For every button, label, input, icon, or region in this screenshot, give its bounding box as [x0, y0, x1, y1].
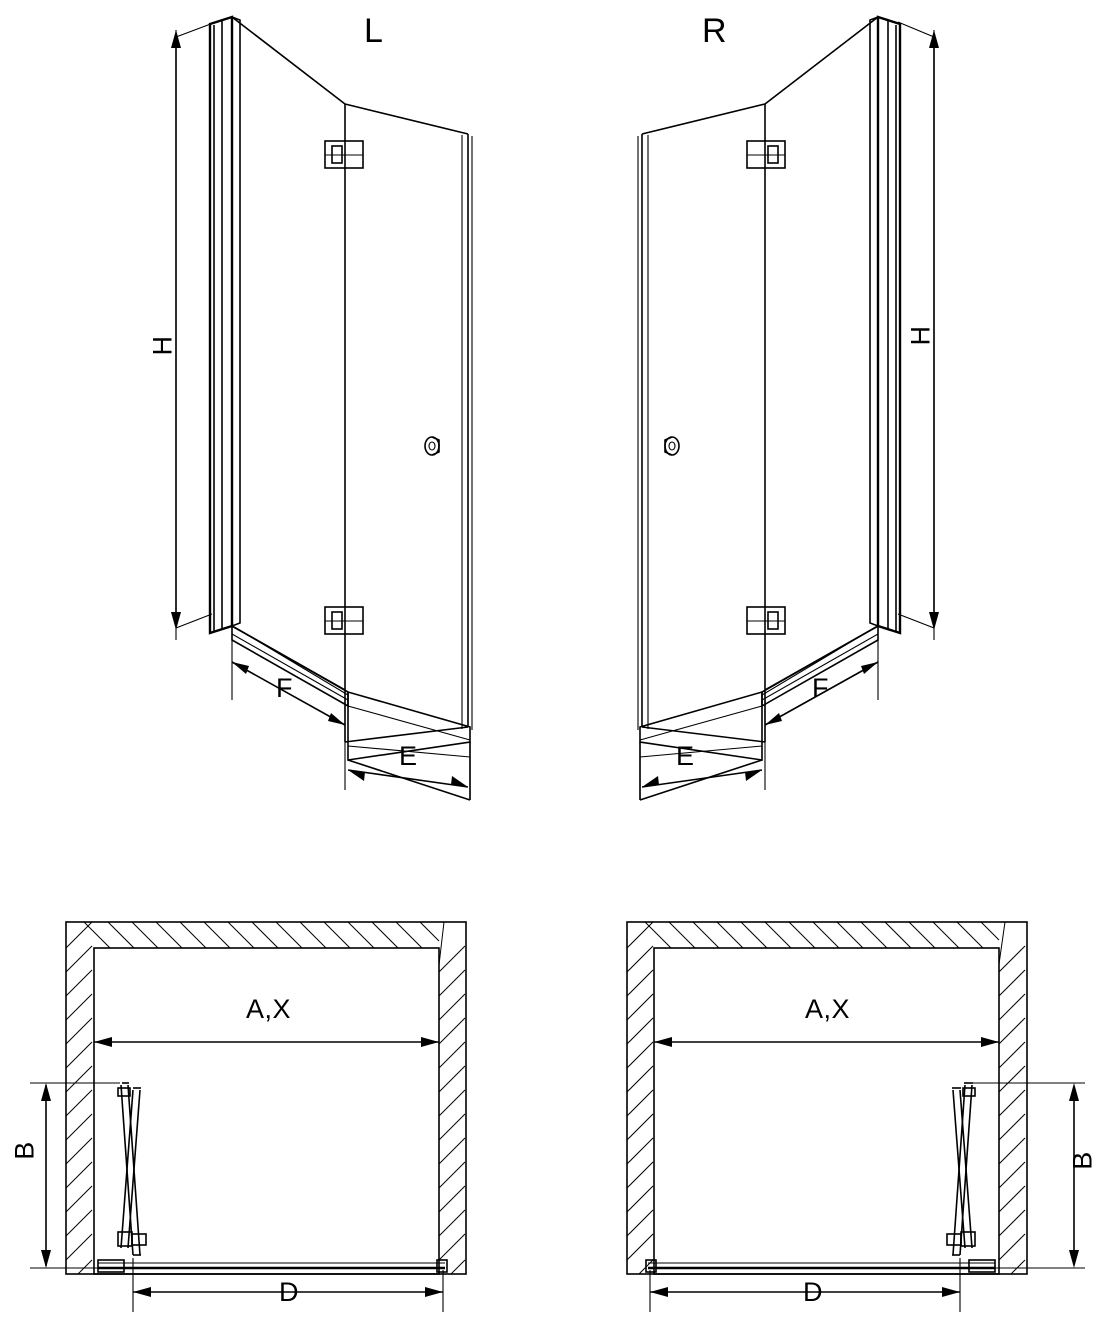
hinge-upper-left	[325, 141, 363, 168]
view-label-right: R	[702, 12, 728, 50]
elevation-right-fixed-label: F	[812, 673, 829, 703]
plan-left-width-label: A,X	[246, 994, 292, 1024]
plan-right-width-label: A,X	[805, 994, 851, 1024]
plan-left-wall-outline	[66, 922, 466, 1274]
glass-top-edge-fixed-left	[232, 17, 345, 104]
hinge-lower-right	[747, 607, 785, 634]
glass-top-edge-door-left	[345, 104, 468, 134]
elevation-right-door-label: E	[676, 741, 695, 771]
plan-right-wall-hatch	[627, 922, 1025, 1274]
plan-left-wall-hatch	[66, 922, 465, 1274]
plan-left-wall-inner	[94, 948, 439, 1274]
view-label-left: L	[364, 12, 384, 50]
plan-right-wall-inner	[654, 948, 999, 1274]
plan-right-depth-label: B	[1067, 1151, 1098, 1170]
plan-right-opening-label: D	[803, 1277, 823, 1307]
plan-left-door-leaves	[118, 1083, 146, 1255]
elevation-left-door-label: E	[399, 741, 418, 771]
elevation-right-height-label: H	[905, 325, 936, 346]
door-knob-left	[425, 437, 439, 455]
plan-left-depth-label: B	[9, 1141, 40, 1160]
elevation-left-group	[171, 17, 472, 800]
glass-top-edge-fixed-right	[765, 17, 878, 104]
door-knob-right	[665, 437, 679, 455]
plan-right-group	[627, 922, 1085, 1312]
elevation-right-group	[638, 17, 939, 800]
glass-top-edge-door-right	[642, 104, 765, 134]
plan-right-door-leaves	[947, 1083, 975, 1255]
plan-left-opening-label: D	[279, 1277, 299, 1307]
plan-left-group	[30, 922, 466, 1312]
elevation-left-fixed-label: F	[276, 673, 293, 703]
elevation-left-height-label: H	[147, 335, 178, 356]
hinge-lower-left	[325, 607, 363, 634]
dimension-line-e-right	[642, 770, 762, 787]
dimension-line-e-left	[348, 770, 468, 787]
hinge-upper-right	[747, 141, 785, 168]
plan-right-wall-outline	[627, 922, 1027, 1274]
